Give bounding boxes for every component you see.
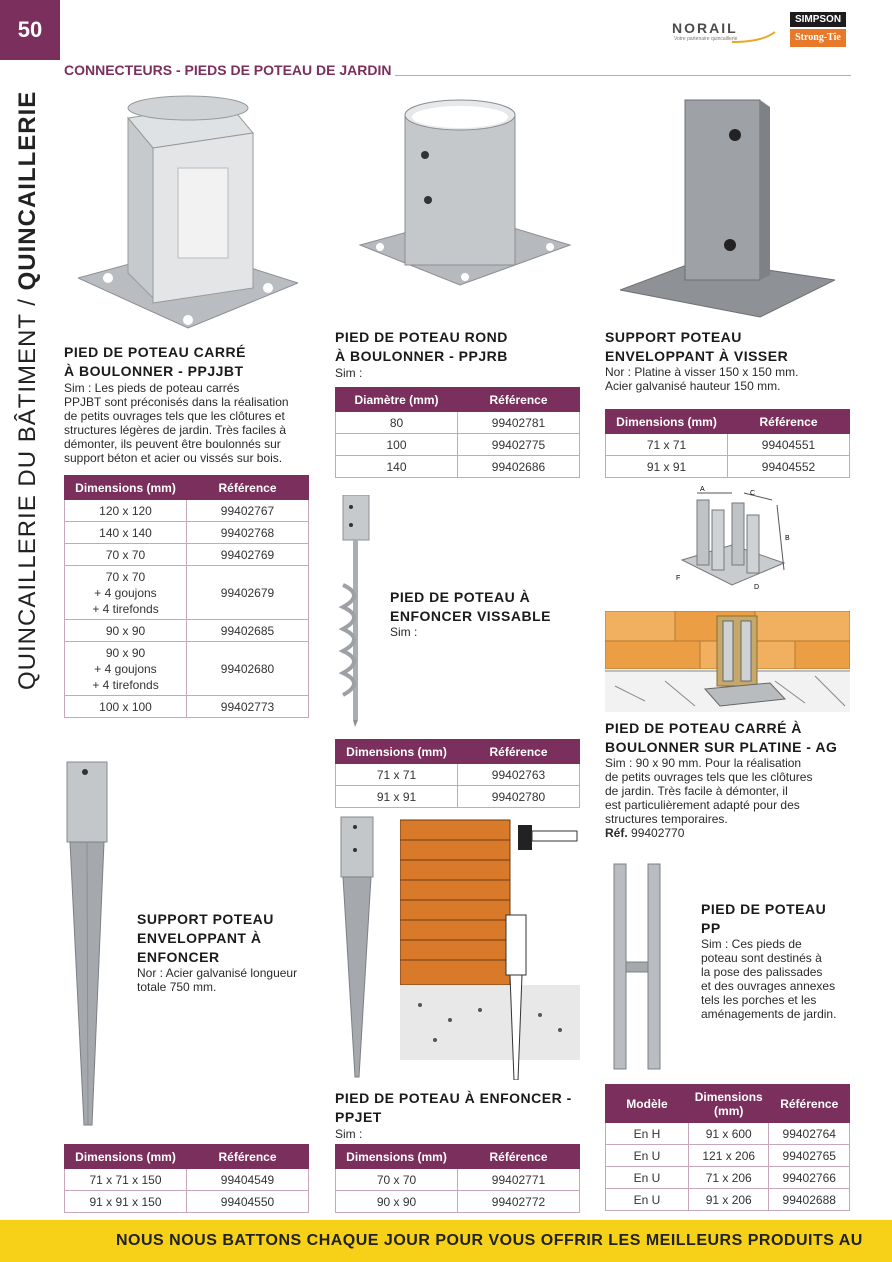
table-row: 90 x 90 99402772 xyxy=(336,1191,580,1213)
table-row: 91 x 91 99404552 xyxy=(606,456,850,478)
support-enfoncer-description: Nor : Acier galvanisé longueur totale 750 mm. xyxy=(137,966,298,994)
vissable-title: PIED DE POTEAU À ENFONCER VISSABLE xyxy=(390,589,551,624)
ppjjbt-image xyxy=(78,88,298,338)
table-row: 140 99402686 xyxy=(336,456,580,478)
support-visser-image xyxy=(620,95,835,320)
footer-banner: NOUS NOUS BATTONS CHAQUE JOUR POUR VOUS OFFRIR LES MEILLEURS PRODUITS AU xyxy=(0,1220,892,1262)
support-enfoncer-table: Dimensions (mm) Référence 71 x 71 x 150 99404549 91 x 91 x 150 99404550 xyxy=(64,1144,309,1213)
support-visser-description: Nor : Platine à visser 150 x 150 mm. Acier galvanisé hauteur 150 mm. xyxy=(605,365,799,393)
side-title: QUINCAILLERIE DU BÂTIMENT / QUINCAILLERIE xyxy=(14,90,41,690)
table-row: En U 91 x 206 99402688 xyxy=(606,1189,850,1211)
ppjjbt-description: Sim : Les pieds de poteau carrés PPJBT sont préconisés dans la réalisation de petits ouvrages tels que les clôtures et structures légères de jardin. Très faciles à démonter, ils peuvent être boulonnés sur support béton et acier ou vissés sur bois. xyxy=(64,381,289,465)
vissable-description: Sim : xyxy=(390,625,418,639)
table-row: 90 x 90 99402685 xyxy=(65,620,309,642)
table-row: 71 x 71 99402763 xyxy=(336,764,580,786)
section-title: CONNECTEURS - PIEDS DE POTEAU DE JARDIN xyxy=(64,62,851,80)
norail-logo: NORAIL Votre partenaire quincaillerie xyxy=(672,20,776,44)
ag-diagram xyxy=(672,485,797,600)
ppjet-image xyxy=(337,815,377,1080)
support-enfoncer-title: SUPPORT POTEAU ENVELOPPANT À ENFONCER xyxy=(137,911,274,965)
table-row: En U 71 x 206 99402766 xyxy=(606,1167,850,1189)
ppjet-title: PIED DE POTEAU À ENFONCER - PPJET xyxy=(335,1090,572,1125)
ppjjbt-table: Dimensions (mm) Référence 120 x 120 99402767 140 x 140 99402768 70 x 70 99402769 70 x 70 + 4 goujons + 4 tirefonds 99402679 90 x 90 99402685 90 x 90 + 4 goujons + 4 tirefonds 99402680 100 x 100 99402773 xyxy=(64,475,309,718)
diagram-label-f: F xyxy=(676,575,681,582)
support-visser-table: Dimensions (mm) Référence 71 x 71 99404551 91 x 91 99404552 xyxy=(605,409,850,478)
norail-swoosh-icon xyxy=(672,20,776,44)
ppjrb-title: PIED DE POTEAU ROND À BOULONNER - PPJRB xyxy=(335,329,508,364)
diagram-label-a: A xyxy=(700,486,705,493)
table-row: En H 91 x 600 99402764 xyxy=(606,1123,850,1145)
table-row: 70 x 70 + 4 goujons + 4 tirefonds 99402679 xyxy=(65,566,309,620)
table-row: 71 x 71 x 150 99404549 xyxy=(65,1169,309,1191)
table-row: 90 x 90 + 4 goujons + 4 tirefonds 99402680 xyxy=(65,642,309,696)
table-row: 120 x 120 99402767 xyxy=(65,500,309,522)
ag-description: Sim : 90 x 90 mm. Pour la réalisation de petits ouvrages tels que les clôtures de jardin. Très facile à démonter, il est particulièrement adapté pour des structures temporaires. Réf. 99402770 xyxy=(605,756,813,840)
simpson-logo: SIMPSON Strong-Tie xyxy=(790,12,846,47)
ppjrb-table: Diamètre (mm) Référence 80 99402781 100 99402775 140 99402686 xyxy=(335,387,580,478)
ppjet-description: Sim : xyxy=(335,1127,363,1141)
diagram-label-b: B xyxy=(785,535,790,542)
table-row: 91 x 91 99402780 xyxy=(336,786,580,808)
pp-description: Sim : Ces pieds de poteau sont destinés à la pose des palissades et des ouvrages annexes tels les porches et les aménagements de jardin. xyxy=(701,937,837,1021)
vissable-table: Dimensions (mm) Référence 71 x 71 99402763 91 x 91 99402780 xyxy=(335,739,580,808)
diagram-label-c: C xyxy=(750,490,756,497)
ppjjbt-title: PIED DE POTEAU CARRÉ À BOULONNER - PPJJBT xyxy=(64,344,246,379)
pp-table: Modèle Dimensions (mm) Référence En H 91 x 600 99402764 En U 121 x 206 99402765 En U 71 x 206 99402766 En U 91 x 206 99402688 xyxy=(605,1084,850,1211)
table-row: 140 x 140 99402768 xyxy=(65,522,309,544)
diagram-label-d: D xyxy=(754,584,760,591)
table-row: 100 99402775 xyxy=(336,434,580,456)
table-row: 70 x 70 99402771 xyxy=(336,1169,580,1191)
ppjet-table: Dimensions (mm) Référence 70 x 70 99402771 90 x 90 99402772 xyxy=(335,1144,580,1213)
table-row: En U 121 x 206 99402765 xyxy=(606,1145,850,1167)
ag-title: PIED DE POTEAU CARRÉ À BOULONNER SUR PLATINE - AG xyxy=(605,720,838,755)
table-row: 80 99402781 xyxy=(336,412,580,434)
support-enfoncer-image xyxy=(62,760,112,1130)
page-number: 50 xyxy=(0,0,60,60)
table-row: 71 x 71 99404551 xyxy=(606,434,850,456)
ppjet-diagram xyxy=(400,815,580,1080)
vissable-image xyxy=(335,495,375,727)
ag-photo xyxy=(605,611,850,712)
ppjrb-description: Sim : xyxy=(335,366,363,380)
table-row: 70 x 70 99402769 xyxy=(65,544,309,566)
ppjrb-image xyxy=(340,95,580,305)
support-visser-title: SUPPORT POTEAU ENVELOPPANT À VISSER xyxy=(605,329,789,364)
pp-image xyxy=(612,862,662,1072)
table-row: 91 x 91 x 150 99404550 xyxy=(65,1191,309,1213)
pp-title: PIED DE POTEAU PP xyxy=(701,901,827,936)
table-row: 100 x 100 99402773 xyxy=(65,696,309,718)
